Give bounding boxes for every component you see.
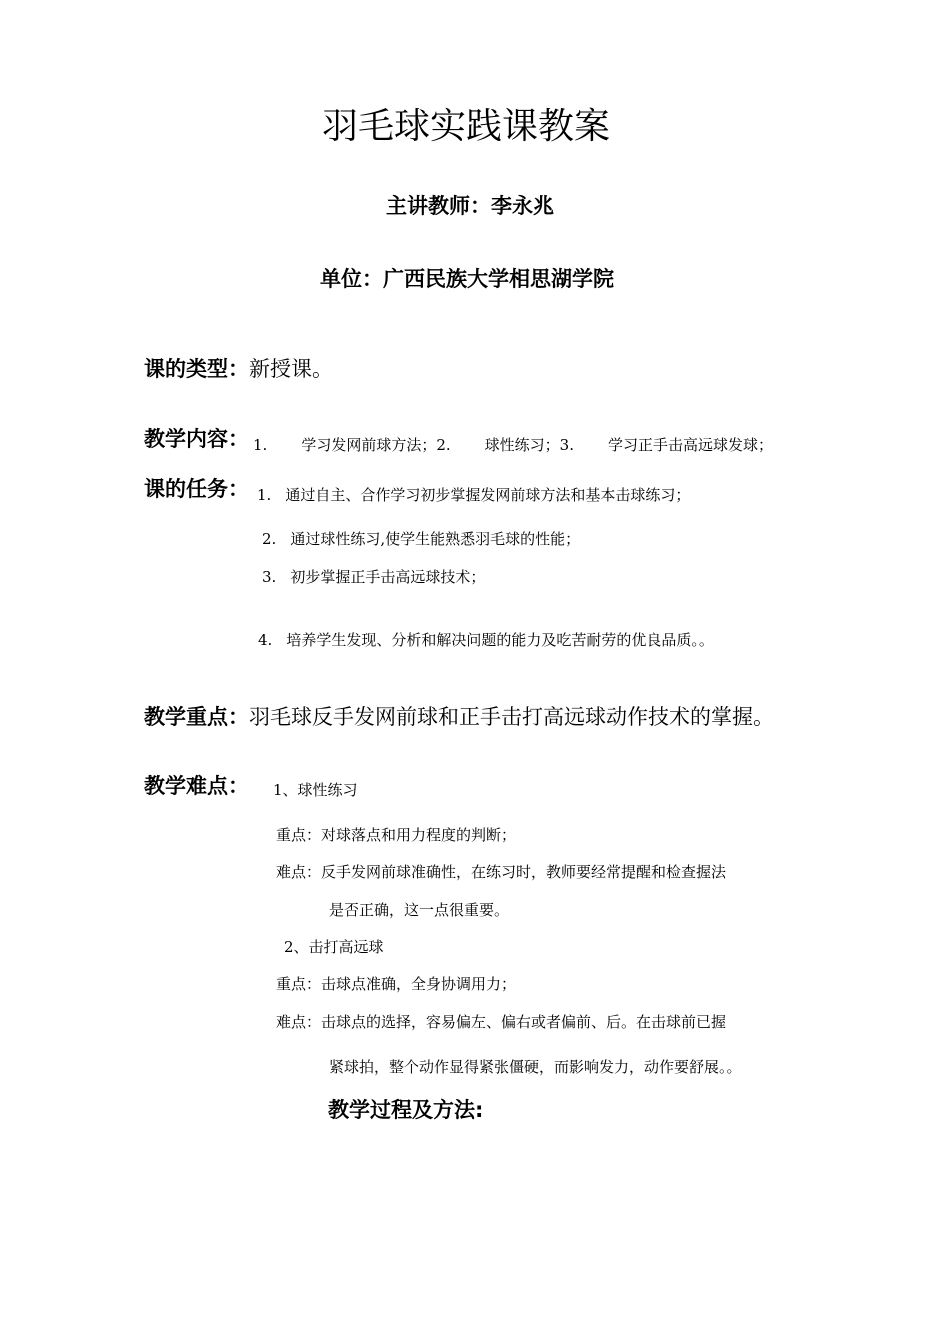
hard-point-continuation: 紧球拍，整个动作显得紧张僵硬，而影响发力，动作要舒展。。 (329, 1058, 742, 1076)
document-title: 羽毛球实践课教案 (322, 106, 611, 147)
task-item-num: 3. (262, 568, 277, 586)
task-item-text: 初步掌握正手击高远球技术； (290, 568, 486, 586)
key-point-label: 重点： (276, 826, 322, 844)
lesson-type-value: 新授课。 (249, 357, 333, 381)
content-item-num: 3. (559, 436, 574, 454)
tasks-label: 课的任务： (144, 477, 249, 501)
difficulty-section-heading: 1、球性练习 (273, 781, 358, 799)
unit-line: 单位：广西民族大学相思湖学院 (320, 267, 614, 291)
key-point-row (276, 973, 516, 994)
task-item (262, 566, 485, 587)
hard-point-text: 反手发网前球准确性，在练习时，教师要经常提醒和检查握法 (321, 863, 727, 881)
task-item-num: 1. (257, 486, 272, 504)
difficulty-label: 教学难点： (144, 774, 249, 798)
process-heading: 教学过程及方法: (328, 1098, 484, 1122)
task-item-text: 通过球性练习,使学生能熟悉羽毛球的性能； (290, 530, 581, 548)
content-item-num: 2. (436, 436, 451, 454)
content-item-text: 学习发网前球方法； (301, 436, 437, 454)
task-item-num: 2. (262, 530, 277, 548)
task-item-text: 通过自主、合作学习初步掌握发网前球方法和基本击球练习； (285, 486, 691, 504)
lesson-type-row (144, 353, 333, 383)
task-item-text: 培养学生发现、分析和解决问题的能力及吃苦耐劳的优良品质。。 (286, 631, 714, 649)
hard-point-label: 难点： (276, 1013, 322, 1031)
difficulty-section-heading: 2、击打高远球 (284, 938, 384, 956)
task-item (258, 629, 714, 650)
focus-row (144, 701, 774, 731)
key-point-row (276, 824, 516, 845)
content-list (253, 434, 773, 455)
focus-label: 教学重点： (144, 705, 249, 729)
focus-value: 羽毛球反手发网前球和正手击打高远球动作技术的掌握。 (249, 705, 774, 729)
task-item-num: 4. (258, 631, 273, 649)
hard-point-row (276, 861, 726, 882)
hard-point-continuation: 是否正确，这一点很重要。 (329, 901, 510, 919)
lesson-type-label: 课的类型： (144, 357, 249, 381)
key-point-text: 对球落点和用力程度的判断； (321, 826, 517, 844)
key-point-text: 击球点准确，全身协调用力； (321, 975, 517, 993)
content-label: 教学内容： (144, 427, 249, 451)
task-item (262, 528, 580, 549)
content-item-text: 球性练习； (484, 436, 560, 454)
hard-point-text: 击球点的选择，容易偏左、偏右或者偏前、后。在击球前已握 (321, 1013, 727, 1031)
key-point-label: 重点： (276, 975, 322, 993)
teacher-line: 主讲教师：李永兆 (386, 194, 554, 218)
hard-point-row (276, 1011, 726, 1032)
content-item-text: 学习正手击高远球发球； (607, 436, 773, 454)
content-item-num: 1. (253, 436, 268, 454)
task-item (257, 484, 690, 505)
hard-point-label: 难点： (276, 863, 322, 881)
